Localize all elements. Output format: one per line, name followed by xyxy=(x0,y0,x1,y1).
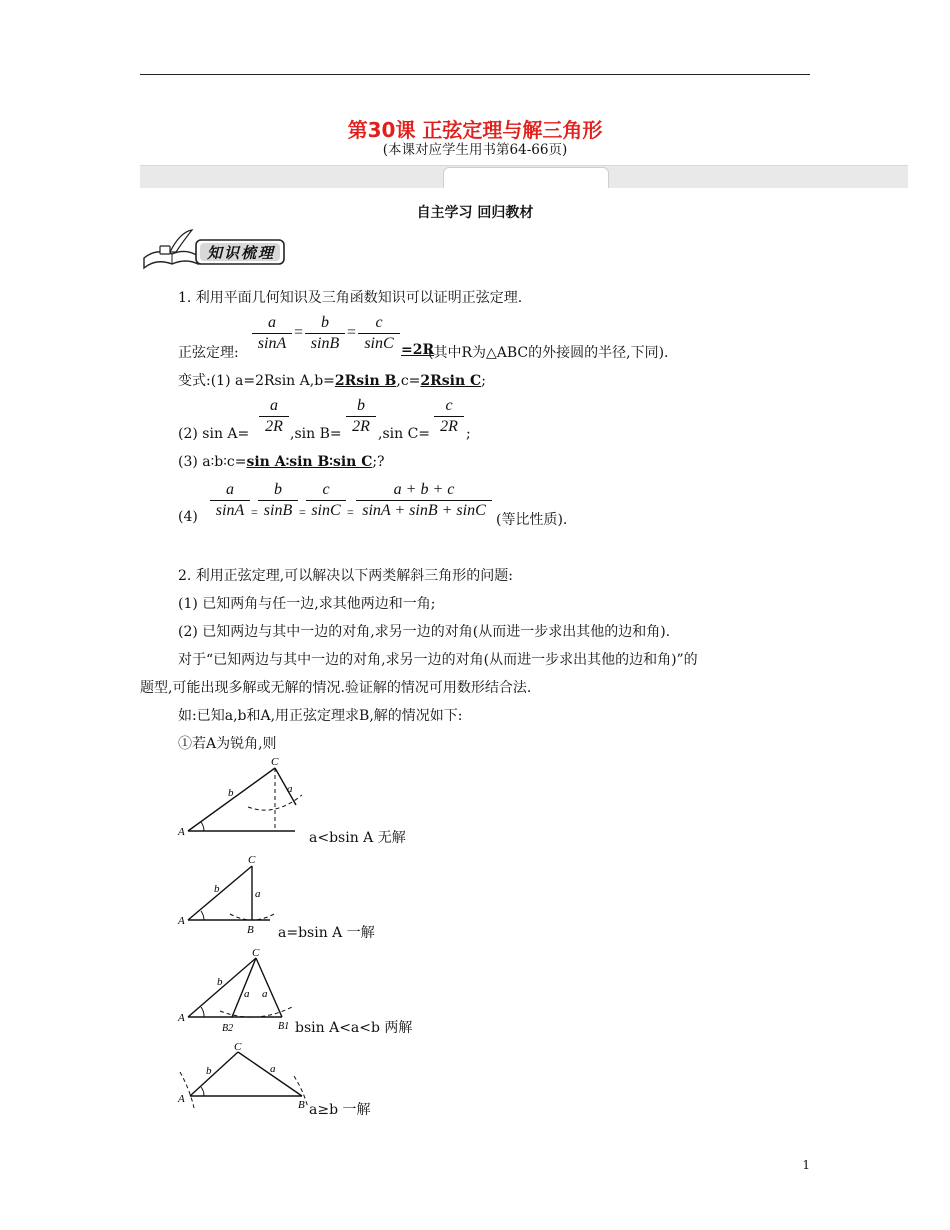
v4-fraction-c: $\frac{c}{\sin C}$ xyxy=(306,481,346,520)
law-note: (其中R为△ABC的外接圆的半径,下同). xyxy=(428,345,669,361)
variant-3: (3) a∶b∶c=sin A∶sin B∶sin C;? xyxy=(178,454,385,470)
vertex-label: C xyxy=(234,1041,242,1053)
paragraph-2-item-2: (2) 已知两边与其中一边的对角,求另一边的对角(从而进一步求出其他的边和角). xyxy=(178,624,671,640)
law-fraction-b: $\frac{b}{\sin B}$ xyxy=(305,314,345,353)
knowledge-badge xyxy=(140,228,288,270)
variant-1: 变式:(1) a=2Rsin A,b=2Rsin B,c=2Rsin C; xyxy=(178,373,486,389)
vertex-label: B1 xyxy=(278,1021,290,1032)
variant-2-label: (2) sin A= xyxy=(178,426,250,442)
vertex-label: B2 xyxy=(222,1023,234,1034)
side-label: a xyxy=(270,1063,276,1075)
law-result: =2R xyxy=(401,342,435,358)
triangle-figure-a-ge-b xyxy=(170,1040,315,1115)
law-fraction-a: $\frac{a}{\sin A}$ xyxy=(252,314,292,353)
vertex-label: C xyxy=(252,947,260,959)
v2-sep-b: ,sin B= xyxy=(290,426,342,442)
side-label: b xyxy=(217,976,223,988)
paragraph-2: 2. 利用正弦定理,可以解决以下两类解斜三角形的问题: xyxy=(178,568,513,584)
vertex-label: C xyxy=(271,756,279,768)
vertex-label: A xyxy=(178,1093,185,1105)
side-label: a xyxy=(244,988,250,1000)
equals-sign: = xyxy=(251,505,258,519)
paragraph-1: 1. 利用平面几何知识及三角函数知识可以证明正弦定理. xyxy=(178,290,523,306)
page-title: 第30课 正弦定理与解三角形 xyxy=(347,118,603,142)
vertex-label: B xyxy=(298,1099,305,1111)
side-label: b xyxy=(228,787,234,799)
v2-fraction-b: $\frac{b}{2R}$ xyxy=(346,397,376,436)
v4-fraction-b: $\frac{b}{\sin B}$ xyxy=(258,481,298,520)
equals-sign: = xyxy=(299,505,306,519)
paragraph-3-line-1: 对于“已知两边与其中一边的对角,求另一边的对角(从而进一步求出其他的边和角)”的 xyxy=(178,652,698,668)
figure-caption-1: a<bsin A 无解 xyxy=(309,830,406,846)
law-fraction-c: $\frac{c}{\sin C}$ xyxy=(358,314,400,353)
equals-sign: = xyxy=(347,505,354,519)
variant-4-label: (4) xyxy=(178,509,198,525)
v4-fraction-a: $\frac{a}{\sin A}$ xyxy=(210,481,250,520)
v2-fraction-a: $\frac{a}{2R}$ xyxy=(259,397,289,436)
v2-end: ; xyxy=(466,426,471,442)
v4-fraction-sum: $\frac{a + b + c}{\sin A + \sin B + \sin C}$ xyxy=(356,481,492,520)
side-label: a xyxy=(287,783,293,795)
side-label: b xyxy=(214,883,220,895)
equals-sign: = xyxy=(294,324,304,341)
vertex-label: A xyxy=(178,1012,185,1024)
paragraph-3-line-2: 题型,可能出现多解或无解的情况.验证解的情况可用数形结合法. xyxy=(140,680,532,696)
vertex-label: A xyxy=(178,826,185,838)
triangle-figure-one-solution-right xyxy=(170,852,280,937)
page-number: 1 xyxy=(802,1158,810,1172)
paragraph-4: 如:已知a,b和A,用正弦定理求B,解的情况如下: xyxy=(178,708,463,724)
equals-sign: = xyxy=(347,324,357,341)
figure-caption-4: a≥b 一解 xyxy=(309,1102,371,1118)
triangle-figure-no-solution xyxy=(170,755,315,840)
figure-caption-3: bsin A<a<b 两解 xyxy=(295,1020,413,1036)
figure-caption-2: a=bsin A 一解 xyxy=(278,925,375,941)
side-label: b xyxy=(206,1065,212,1077)
side-label: a xyxy=(262,988,268,1000)
v2-sep-c: ,sin C= xyxy=(378,426,431,442)
vertex-label: C xyxy=(248,854,256,866)
section-title: 自主学习 回归教材 xyxy=(416,205,534,221)
v2-fraction-c: $\frac{c}{2R}$ xyxy=(434,397,464,436)
page-subtitle: (本课对应学生用书第64-66页) xyxy=(382,142,568,158)
triangle-figure-two-solutions xyxy=(170,945,298,1035)
badge-label: 知识梳理 xyxy=(206,244,275,262)
law-prefix: 正弦定理: xyxy=(178,345,239,361)
v4-note: (等比性质). xyxy=(496,512,568,528)
paragraph-5: ①若A为锐角,则 xyxy=(178,736,277,752)
header-tab xyxy=(443,167,609,188)
vertex-label: B xyxy=(247,924,254,936)
paragraph-2-item-1: (1) 已知两角与任一边,求其他两边和一角; xyxy=(178,596,436,612)
side-label: a xyxy=(255,888,261,900)
vertex-label: A xyxy=(178,915,185,927)
top-rule xyxy=(140,74,810,75)
